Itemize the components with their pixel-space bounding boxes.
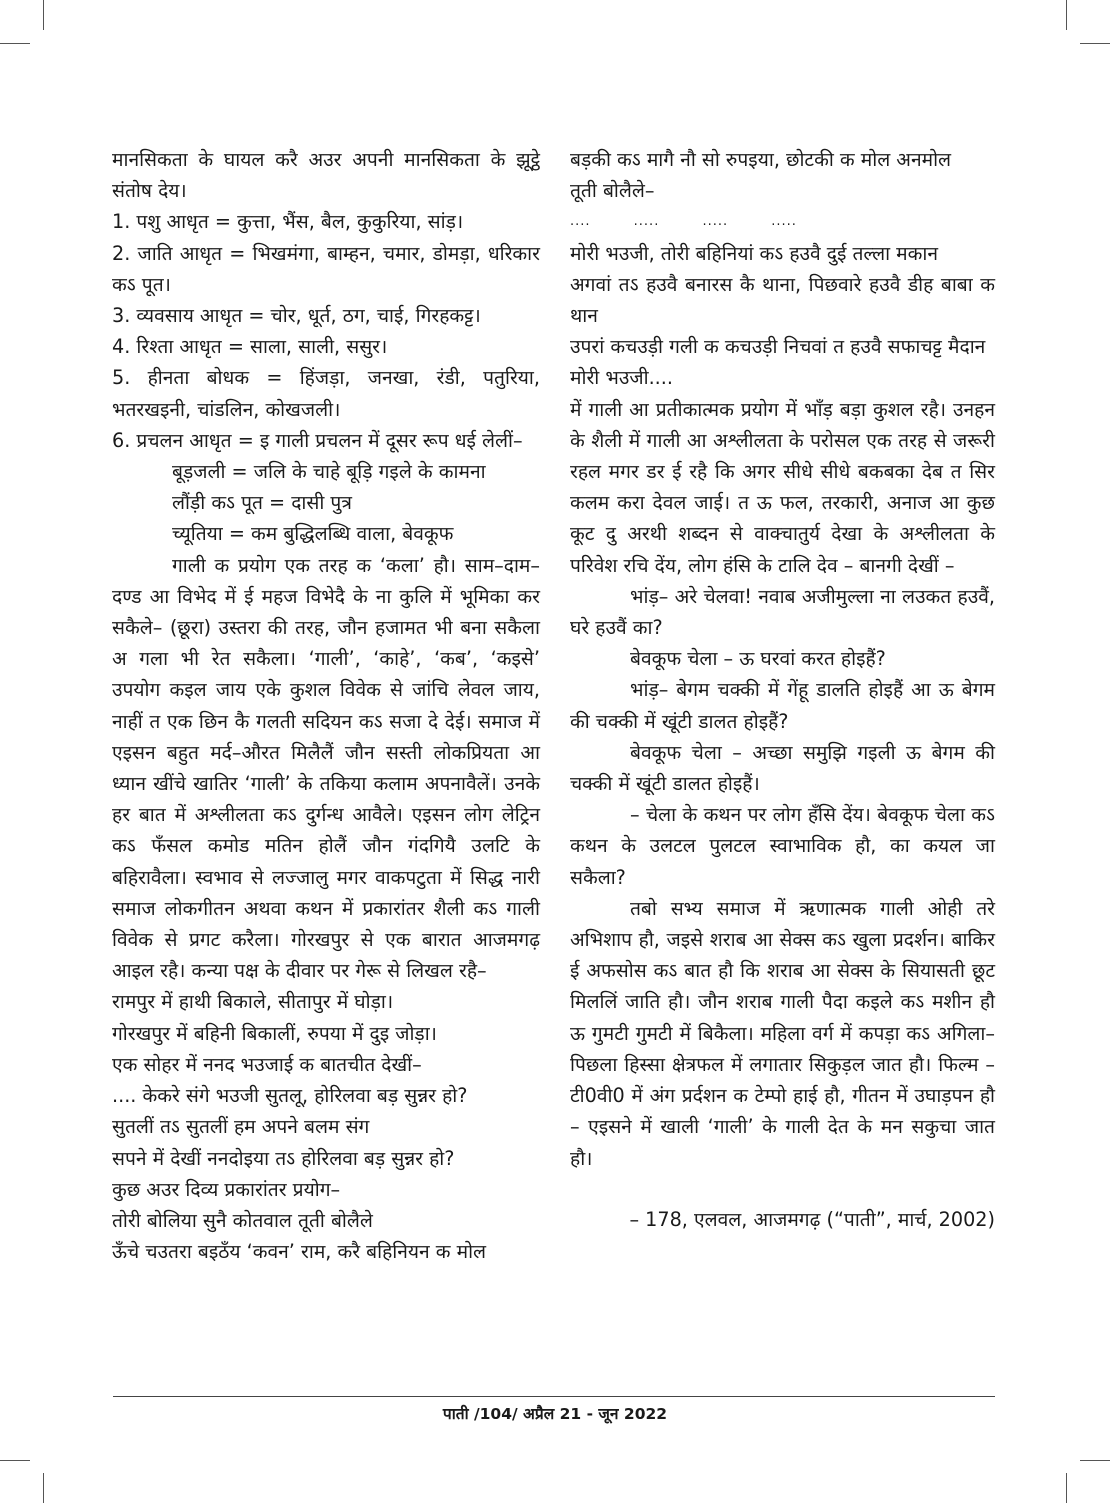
verse-line: गोरखपुर में बहिनी बिकालीं, रुपया में दुइ जोड़ा। [112, 1021, 437, 1045]
verse-line: रामपुर में हाथी बिकाले, सीतापुर में घोड़ा। [112, 990, 394, 1014]
verse-line: उपरां कचउड़ी गली क कचउड़ी निचवां त हउवै सफाचट्ट मैदान [570, 335, 986, 359]
footer-divider [113, 1396, 995, 1397]
paragraph: में गाली आ प्रतीकात्मक प्रयोग में भाँड़ बड़ा कुशल रहै। उनहन के शैली में गाली आ अश्लीलता के परोसल एक तरह से जरूरी रहल मगर डर ई रहै कि अगर सीधे सीधे बकबका देब त सिर कलम करा देवल जाई। त ऊ फल, तरकारी, अनाज आ कुछ कूट दु अरथी शब्दन से वाक्चातुर्य देखा के अश्लीलता के परिवेश रचि देंय, लोग हंसि के टालि देव – बानगी देखीं – [570, 397, 995, 577]
text-line: एक सोहर में ननद भउजाई क बातचीत देखीं– [112, 1052, 422, 1076]
left-column [112, 144, 540, 1267]
crop-mark [0, 43, 30, 44]
paragraph: मानसिकता के घायल करै अउर अपनी मानसिकता के झूट्ठे संतोष देय। [112, 148, 540, 203]
definition-line: च्यूतिया = कम बुद्धिलब्धि वाला, बेवकूफ [172, 522, 454, 546]
text-line: कुछ अउर दिव्य प्रकारांतर प्रयोग– [112, 1177, 341, 1201]
paragraph: तबो सभ्य समाज में ऋणात्मक गाली ओही तरे अभिशाप हौ, जइसे शराब आ सेक्स कऽ खुला प्रदर्शन। बाकिर ई अफसोस कऽ बात हौ कि शराब आ सेक्स के सियासती छूट मिललिं जाति हौ। जौन शराब गाली पैदा कइले कऽ मशीन हौ ऊ गुमटी गुमटी में बिकैला। महिला वर्ग में कपड़ा कऽ अगिला–पिछला हिस्सा क्षेत्रफल में लगातार सिकुड़ल जात हौ। फिल्म – टी0वी0 में अंग प्रर्दशन क टेम्पो हाई हौ, गीतन में उघाड़पन हौ – एइसने में खाली ‘गाली’ के गाली देत के मन सकुचा जात हौ। [570, 896, 995, 1170]
verse-line: सपने में देखीं ननदोइया तऽ होरिलवा बड़ सुन्नर हो? [112, 1146, 455, 1170]
paragraph: गाली क प्रयोग एक तरह क ‘कला’ हौ। साम–दाम–दण्ड आ विभेद में ई महज विभेदै के ना कुलि में भूमिका कर सकैले– (छूरा) उस्तरा की तरह, जौन हजामत भी बना सकैला अ गला भी रेत सकैला। ‘गाली’, ‘काहे’, ‘कब’, ‘कइसे’ उपयोग कइल जाय एके कुशल विवेक से जांचि लेवल जाय, नाहीं त एक छिन कै गलती सदियन कऽ सजा दे देई। समाज में एइसन बहुत मर्द–औरत मिलैलैं जौन सस्ती लोकप्रियता आ ध्यान खींचे खातिर ‘गाली’ के तकिया कलाम अपनावैलें। उनके हर बात में अश्लीलता कऽ दुर्गन्ध आवैले। एइसन लोग लेट्रिन कऽ फँसल कमोड मतिन होलैं जौन गंदगियै उलटि के बहिरावैला। स्वभाव से लज्जालु मगर वाकपटुता में सिद्ध नारी समाज लोकगीतन अथवा कथन में प्रकारांतर शैली कऽ गाली विवेक से प्रगट करैला। गोरखपुर से एक बारात आजमगढ़ आइल रहै। कन्या पक्ष के दीवार पर गेरू से लिखल रहै– [112, 553, 540, 983]
page-footer: पाती /104/ अप्रैल 21 - जून 2022 [442, 1405, 668, 1423]
verse-line: तोरी बोलिया सुनै कोतवाल तूती बोलैले [112, 1208, 373, 1232]
dialogue-line: भांड़– बेगम चक्की में गेंहू डालति होइहैं आ ऊ बेगम की चक्की में खूंटी डालत होइहैं? [570, 678, 995, 733]
crop-mark [43, 0, 44, 30]
verse-line: अगवां तऽ हउवै बनारस कै थाना, पिछवारे हउवै डीह बाबा क थान [570, 272, 995, 328]
crop-mark [1066, 1473, 1067, 1503]
list-item: 4. रिश्ता आधृत = साला, साली, ससुर। [112, 335, 388, 359]
paragraph: – चेला के कथन पर लोग हँसि देंय। बेवकूफ चेला कऽ कथन के उलटल पुलटल स्वाभाविक हौ, का कयल जा सकैला? [570, 803, 995, 889]
verse-line: ऊँचे चउतरा बइठँय ‘कवन’ राम, करै बहिनियन क मोल [112, 1240, 487, 1264]
definition-line: लौंड़ी कऽ पूत = दासी पुत्र [172, 491, 352, 515]
right-column [570, 144, 995, 1235]
crop-mark [1080, 43, 1110, 44]
list-item: 1. पशु आधृत = कुत्ता, भैंस, बैल, कुकुरिया, सांड़। [112, 210, 464, 234]
verse-line: मोरी भउजी.... [570, 366, 673, 390]
crop-mark [43, 1473, 44, 1503]
verse-line: तूती बोलैले– [570, 179, 655, 203]
ellipsis-line: .... ..... ..... ..... [570, 214, 797, 230]
dialogue-line: भांड़– अरे चेलवा! नवाब अजीमुल्ला ना लउकत हउवैं, घरे हउवैं का? [570, 584, 995, 640]
dialogue-line: बेवकूफ चेला – ऊ घरवां करत होइहैं? [630, 647, 886, 671]
author-signature: – 178, एलवल, आजमगढ़ (“पाती”, मार्च, 2002) [629, 1207, 995, 1231]
list-item: 6. प्रचलन आधृत = इ गाली प्रचलन में दूसर रूप धई लेलीं– [112, 428, 523, 452]
crop-mark [1080, 1460, 1110, 1461]
list-item: 5. हीनता बोधक = हिंजड़ा, जनखा, रंडी, पतुरिया, भतरखइनी, चांडलिन, कोखजली। [112, 366, 540, 421]
list-item: 3. व्यवसाय आधृत = चोर, धूर्त, ठग, चाई, गिरहकट्ट। [112, 304, 481, 328]
dialogue-line: बेवकूफ चेला – अच्छा समुझि गइली ऊ बेगम की चक्की में खूंटी डालत होइहैं। [570, 740, 995, 796]
crop-mark [1066, 0, 1067, 30]
list-item: 2. जाति आधृत = भिखमंगा, बाम्हन, चमार, डोमड़ा, धरिकार कऽ पूत। [112, 241, 540, 296]
crop-mark [0, 1460, 30, 1461]
definition-line: बूड़जली = जलि के चाहे बूड़ि गइले के कामना [172, 460, 486, 484]
verse-line: सुतलीं तऽ सुतलीं हम अपने बलम संग [112, 1115, 370, 1139]
verse-line: .... केकरे संगे भउजी सुतलू, होरिलवा बड़ सुन्नर हो? [112, 1084, 468, 1108]
verse-line: बड़की कऽ मागै नौ सो रुपइया, छोटकी क मोल अनमोल [570, 148, 952, 171]
verse-line: मोरी भउजी, तोरी बहिनियां कऽ हउवै दुई तल्ला मकान [570, 241, 938, 265]
